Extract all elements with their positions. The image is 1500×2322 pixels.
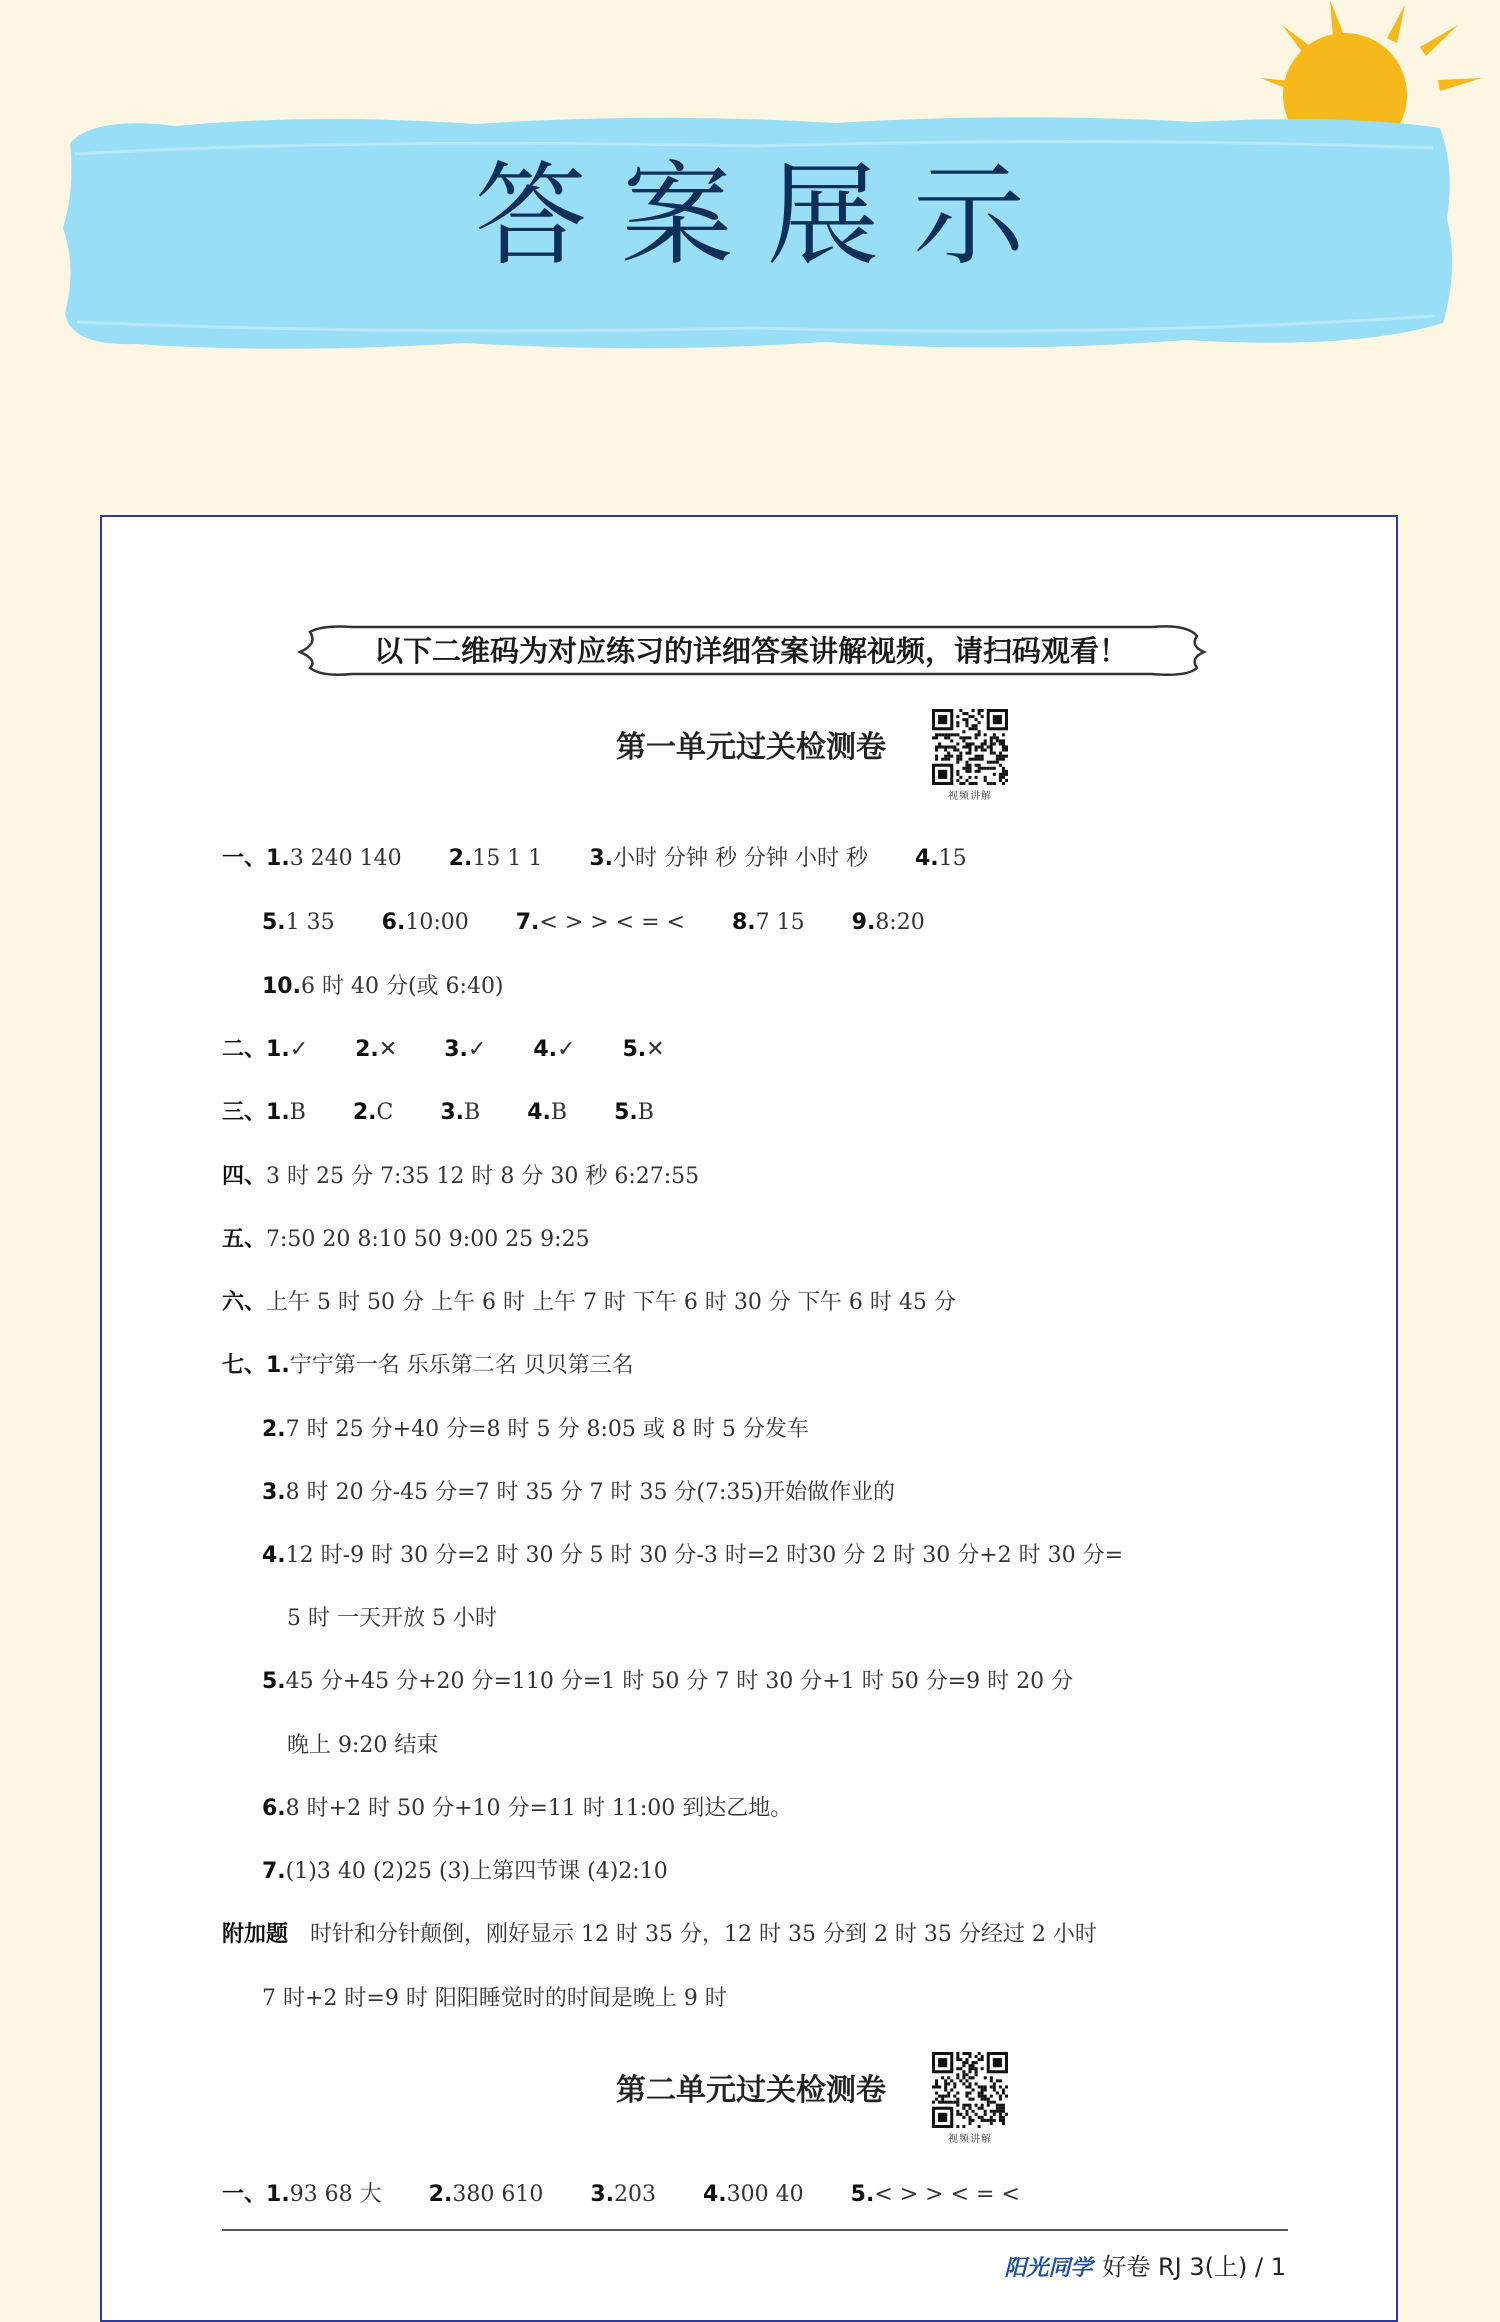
answer-page <box>100 515 1398 2322</box>
unit2-title: 第二单元过关检测卷 <box>616 2073 886 2108</box>
answer-line-11: 3.8 时 20 分-45 分=7 时 35 分 7 时 35 分(7:35)开始做作业的 <box>262 1480 896 1505</box>
qr-caption: 视频讲解 <box>948 2134 992 2145</box>
answer-line-10: 2.7 时 25 分+40 分=8 时 5 分 8:05 或 8 时 5 分发车 <box>262 1417 809 1442</box>
footer-text: 好卷 RJ 3(上) / 1 <box>1102 2253 1286 2281</box>
answer-line-13: 5 时 一天开放 5 小时 <box>287 1606 497 1631</box>
answer-line-16: 6.8 时+2 时 50 分+10 分=11 时 11:00 到达乙地。 <box>262 1796 793 1821</box>
answer-line-6: 四、3 时 25 分 7:35 12 时 8 分 30 秒 6:27:55 <box>222 1164 700 1189</box>
banner-title: 答案展示 <box>475 151 1059 281</box>
answer-line-9: 七、1.宁宁第一名 乐乐第二名 贝贝第三名 <box>222 1353 634 1378</box>
answer-line-8: 六、上午 5 时 50 分 上午 6 时 上午 7 时 下午 6 时 30 分 下午 6 时 45 分 <box>222 1290 956 1315</box>
qr-caption: 视频讲解 <box>948 791 992 802</box>
answer-line-2: 5.1 35 6.10:00 7.< > > < = < 8.7 15 9.8:20 <box>262 910 925 935</box>
answer-line-3: 10.6 时 40 分(或 6:40) <box>262 974 504 999</box>
answer-line-18: 附加题 时针和分针颠倒，刚好显示 12 时 35 分，12 时 35 分到 2 时 35 分经过 2 小时 <box>222 1922 1097 1947</box>
answer-line-12: 4.12 时-9 时 30 分=2 时 30 分 5 时 30 分-3 时=2 时30 分 2 时 30 分+2 时 30 分= <box>262 1543 1124 1568</box>
publisher-logo: 阳光同学 <box>1004 2256 1093 2281</box>
unit2-answer-line-1: 一、1.93 68 大 2.380 610 3.203 4.300 40 5.< > > < = < <box>222 2182 1020 2207</box>
answer-line-4: 二、1.✓ 2.✕ 3.✓ 4.✓ 5.✕ <box>222 1037 665 1062</box>
unit1-qr-code[interactable] <box>932 709 1008 802</box>
answer-line-14: 5.45 分+45 分+20 分=110 分=1 时 50 分 7 时 30 分+1 时 50 分=9 时 20 分 <box>262 1669 1074 1694</box>
qr-code-icon <box>932 709 1008 785</box>
notice-text: 以下二维码为对应练习的详细答案讲解视频，请扫码观看！ <box>373 634 1128 668</box>
unit1-title: 第一单元过关检测卷 <box>616 730 886 765</box>
answer-line-15: 晚上 9:20 结束 <box>287 1733 439 1758</box>
video-notice <box>292 622 1210 680</box>
answer-line-17: 7.(1)3 40 (2)25 (3)上第四节课 (4)2:10 <box>262 1859 668 1884</box>
qr-code-icon <box>932 2052 1008 2128</box>
footer-divider <box>222 2229 1288 2231</box>
answer-line-7: 五、7:50 20 8:10 50 9:00 25 9:25 <box>222 1227 590 1252</box>
answer-line-5: 三、1.B 2.C 3.B 4.B 5.B <box>222 1100 654 1125</box>
page-footer <box>1004 2247 1286 2282</box>
unit2-qr-code[interactable] <box>932 2052 1008 2145</box>
answer-line-1: 一、1.3 240 140 2.15 1 1 3.小时 分钟 秒 分钟 小时 秒 4.15 <box>222 846 967 871</box>
answer-line-19: 7 时+2 时=9 时 阳阳睡觉时的时间是晚上 9 时 <box>262 1986 727 2011</box>
